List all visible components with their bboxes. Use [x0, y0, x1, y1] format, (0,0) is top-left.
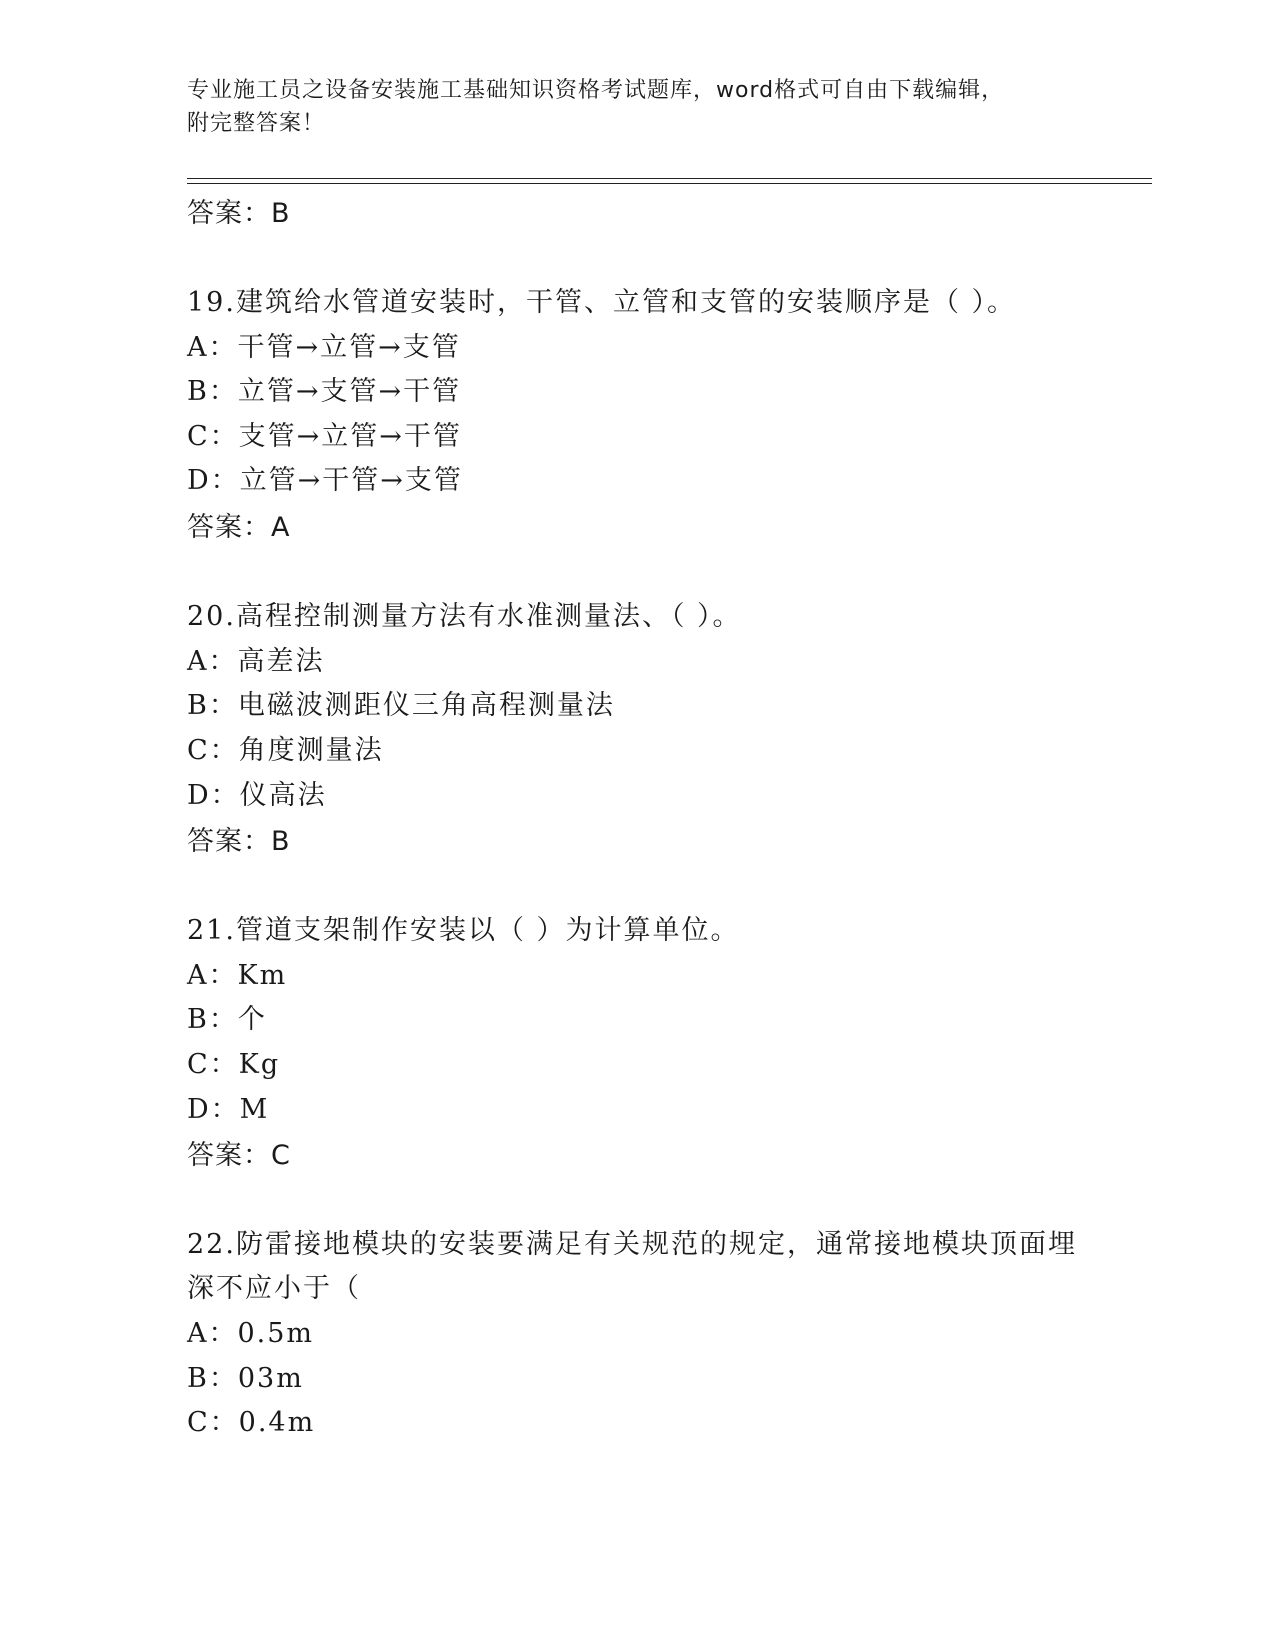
answer-line: 答案：C [187, 1140, 291, 1171]
option-a: A：Km [187, 960, 288, 991]
document-header [187, 74, 1087, 140]
option-c: C：Kg [187, 1049, 281, 1080]
option-a: A：干管→立管→支管 [187, 332, 461, 363]
header-divider-top [187, 178, 1152, 179]
question-stem: 20.高程控制测量方法有水准测量法、（ ）。 [187, 601, 742, 632]
option-a: A：0.5m [187, 1318, 315, 1349]
option-d: D：仪高法 [187, 780, 327, 811]
option-b: B：电磁波测距仪三角高程测量法 [187, 690, 615, 721]
option-b: B：立管→支管→干管 [187, 376, 462, 407]
option-c: C：支管→立管→干管 [187, 421, 462, 452]
option-b: B：个 [187, 1004, 267, 1035]
option-b: B：03m [187, 1363, 304, 1394]
option-d: D：M [187, 1094, 270, 1125]
header-divider-bottom [187, 183, 1152, 184]
question-stem-line-1: 22.防雷接地模块的安装要满足有关规范的规定，通常接地模块顶面埋 [187, 1229, 1077, 1260]
header-line-1: 专业施工员之设备安装施工基础知识资格考试题库，word格式可自由下载编辑， [187, 78, 1005, 103]
option-c: C：角度测量法 [187, 735, 384, 766]
option-c: C：0.4m [187, 1407, 316, 1438]
answer-line: 答案：B [187, 826, 291, 857]
answer-line: 答案：B [187, 198, 291, 229]
question-stem: 21.管道支架制作安装以（ ）为计算单位。 [187, 915, 740, 946]
question-stem-line-2: 深不应小于（ [187, 1273, 361, 1304]
option-a: A：高差法 [187, 646, 325, 677]
header-line-2: 附完整答案！ [187, 111, 326, 136]
question-stem: 19.建筑给水管道安装时，干管、立管和支管的安装顺序是（ ）。 [187, 287, 1017, 318]
answer-line: 答案：A [187, 512, 291, 543]
option-d: D：立管→干管→支管 [187, 465, 463, 496]
